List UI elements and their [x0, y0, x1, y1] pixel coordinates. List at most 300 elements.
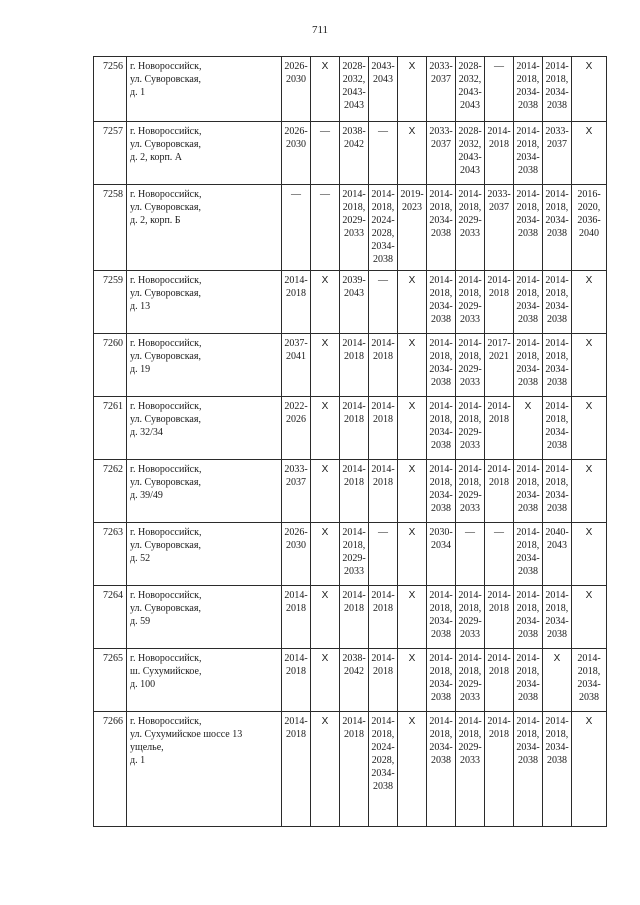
period-line: 2038: [547, 314, 567, 325]
period-cell: [282, 397, 311, 460]
address-line: ул. Суворовская,: [130, 139, 201, 150]
address-line: г. Новороссийск,: [130, 464, 202, 475]
period-cell: [485, 523, 514, 586]
period-cell: [572, 712, 607, 827]
period-cell: [427, 271, 456, 334]
address-cell: [127, 57, 282, 122]
not-required-mark: Х: [408, 464, 416, 475]
period-line: 2018,: [545, 414, 569, 425]
period-line: 2014-: [284, 653, 308, 664]
not-required-mark: Х: [408, 275, 416, 286]
not-required-mark: Х: [321, 401, 329, 412]
not-required-mark: Х: [408, 527, 416, 538]
not-required-mark: Х: [408, 653, 416, 664]
period-cell: [369, 271, 398, 334]
period-cell: [485, 586, 514, 649]
period-line: 2038: [518, 692, 538, 703]
period-line: 2026-: [284, 527, 308, 538]
address-line: ул. Суворовская,: [130, 74, 201, 85]
period-line: 2034-: [429, 742, 453, 753]
period-line: 2023: [402, 202, 422, 213]
period-cell: [485, 122, 514, 185]
period-cell: [282, 649, 311, 712]
not-required-mark: Х: [321, 653, 329, 664]
period-line: 2038: [547, 440, 567, 451]
address-line: ул. Суворовская,: [130, 414, 201, 425]
period-cell: [340, 649, 369, 712]
period-cell: [485, 397, 514, 460]
address-line: ул. Суворовская,: [130, 540, 201, 551]
address-line: д. 1: [130, 87, 146, 98]
period-cell: [572, 523, 607, 586]
period-line: 2018,: [458, 351, 482, 362]
period-line: 2033-: [545, 126, 569, 137]
table-row: [94, 185, 607, 271]
period-cell: [543, 397, 572, 460]
period-line: 2014-: [487, 590, 511, 601]
dash-mark: —: [378, 275, 388, 286]
row-number: 7261: [94, 397, 127, 460]
period-cell: [543, 712, 572, 827]
address-line: г. Новороссийск,: [130, 401, 202, 412]
period-line: 2014-: [516, 653, 540, 664]
address-line: д. 100: [130, 679, 156, 690]
period-cell: [398, 334, 427, 397]
period-line: 2034-: [516, 152, 540, 163]
period-line: 2029-: [458, 616, 482, 627]
period-cell: [485, 57, 514, 122]
period-line: 2033: [460, 503, 480, 514]
period-line: 2014-: [487, 126, 511, 137]
period-line: 2038: [431, 377, 451, 388]
period-line: 2018: [344, 351, 364, 362]
period-line: 2043-: [342, 87, 366, 98]
address-cell: [127, 586, 282, 649]
period-line: 2024-: [371, 215, 395, 226]
period-line: 2040-: [545, 527, 569, 538]
period-cell: [311, 122, 340, 185]
period-line: 2014-: [284, 275, 308, 286]
period-line: 2014-: [516, 716, 540, 727]
period-line: 2033: [460, 629, 480, 640]
period-line: 2018,: [516, 729, 540, 740]
period-cell: [456, 712, 485, 827]
period-line: 2043-: [458, 152, 482, 163]
period-cell: [572, 586, 607, 649]
period-line: 2014-: [516, 61, 540, 72]
address-cell: [127, 712, 282, 827]
period-line: 2038-: [342, 126, 366, 137]
period-line: 2037: [431, 139, 451, 150]
address-line: ущелье,: [130, 742, 164, 753]
period-line: 2033: [344, 228, 364, 239]
period-line: 2038-: [342, 653, 366, 664]
address-line: ул. Суворовская,: [130, 351, 201, 362]
address-cell: [127, 460, 282, 523]
row-number: 7264: [94, 586, 127, 649]
period-line: 2026-: [284, 61, 308, 72]
period-line: 2020,: [577, 202, 601, 213]
period-line: 2030: [286, 74, 306, 85]
address-line: д. 19: [130, 364, 151, 375]
period-line: 2014-: [371, 189, 395, 200]
period-line: 2018: [373, 477, 393, 488]
period-line: 2043-: [458, 87, 482, 98]
period-line: 2037-: [284, 338, 308, 349]
period-line: 2037: [489, 202, 509, 213]
period-line: 2034-: [429, 364, 453, 375]
row-number: 7258: [94, 185, 127, 271]
period-line: 2034-: [577, 679, 601, 690]
period-line: 2038: [431, 503, 451, 514]
period-line: 2033-: [429, 61, 453, 72]
period-line: 2038: [547, 503, 567, 514]
period-line: 2018,: [458, 202, 482, 213]
period-line: 2018,: [516, 139, 540, 150]
period-line: 2036-: [577, 215, 601, 226]
period-cell: [427, 397, 456, 460]
period-line: 2034-: [516, 490, 540, 501]
dash-mark: —: [378, 527, 388, 538]
row-number: 7266: [94, 712, 127, 827]
not-required-mark: Х: [408, 590, 416, 601]
period-line: 2014-: [545, 716, 569, 727]
row-number: 7265: [94, 649, 127, 712]
period-line: 2034-: [429, 427, 453, 438]
period-cell: [369, 122, 398, 185]
period-line: 2030: [286, 139, 306, 150]
period-cell: [340, 122, 369, 185]
period-line: 2038: [518, 165, 538, 176]
period-line: 2014-: [458, 716, 482, 727]
period-line: 2043: [344, 100, 364, 111]
period-cell: [282, 185, 311, 271]
period-cell: [369, 649, 398, 712]
period-line: 2014-: [284, 590, 308, 601]
period-line: 2018,: [458, 603, 482, 614]
not-required-mark: Х: [408, 716, 416, 727]
not-required-mark: Х: [321, 716, 329, 727]
period-line: 2014-: [545, 189, 569, 200]
period-line: 2038: [373, 781, 393, 792]
period-line: 2014-: [545, 338, 569, 349]
period-cell: [514, 397, 543, 460]
period-line: 2014-: [429, 338, 453, 349]
table-row: [94, 57, 607, 122]
address-line: д. 59: [130, 616, 151, 627]
period-cell: [282, 523, 311, 586]
period-line: 2038: [373, 254, 393, 265]
period-cell: [572, 271, 607, 334]
period-line: 2018: [373, 414, 393, 425]
period-cell: [311, 57, 340, 122]
period-line: 2029-: [458, 364, 482, 375]
period-line: 2029-: [458, 215, 482, 226]
period-cell: [369, 586, 398, 649]
period-cell: [369, 185, 398, 271]
period-cell: [340, 586, 369, 649]
period-cell: [340, 185, 369, 271]
period-line: 2038: [518, 503, 538, 514]
period-line: 2038: [547, 755, 567, 766]
period-line: 2018,: [516, 477, 540, 488]
period-line: 2033: [344, 566, 364, 577]
period-cell: [398, 523, 427, 586]
not-required-mark: Х: [408, 338, 416, 349]
period-line: 2018,: [545, 477, 569, 488]
period-line: 2014-: [545, 590, 569, 601]
period-cell: [369, 57, 398, 122]
period-cell: [514, 57, 543, 122]
period-line: 2034-: [545, 301, 569, 312]
address-line: д. 13: [130, 301, 151, 312]
period-cell: [485, 649, 514, 712]
address-line: д. 52: [130, 553, 151, 564]
period-cell: [398, 586, 427, 649]
period-line: 2038: [431, 629, 451, 640]
period-line: 2014-: [545, 275, 569, 286]
period-line: 2018: [286, 729, 306, 740]
address-line: д. 32/34: [130, 427, 163, 438]
period-cell: [282, 122, 311, 185]
period-line: 2014-: [577, 653, 601, 664]
period-line: 2034: [431, 540, 451, 551]
table-row: [94, 649, 607, 712]
not-required-mark: Х: [321, 338, 329, 349]
period-line: 2042: [344, 139, 364, 150]
period-cell: [369, 334, 398, 397]
not-required-mark: Х: [321, 61, 329, 72]
period-line: 2014-: [429, 464, 453, 475]
period-cell: [543, 523, 572, 586]
period-line: 2014-: [342, 464, 366, 475]
period-cell: [572, 122, 607, 185]
row-number: 7263: [94, 523, 127, 586]
period-cell: [311, 586, 340, 649]
period-line: 2038: [518, 314, 538, 325]
period-cell: [398, 460, 427, 523]
period-line: 2014-: [487, 716, 511, 727]
not-required-mark: Х: [585, 275, 593, 286]
period-line: 2014-: [458, 338, 482, 349]
period-line: 2018,: [429, 202, 453, 213]
period-cell: [311, 523, 340, 586]
not-required-mark: Х: [524, 401, 532, 412]
period-cell: [369, 397, 398, 460]
period-line: 2029-: [458, 301, 482, 312]
period-cell: [311, 460, 340, 523]
period-line: 2024-: [371, 742, 395, 753]
period-line: 2018,: [516, 202, 540, 213]
period-line: 2014-: [487, 464, 511, 475]
period-line: 2018,: [516, 288, 540, 299]
not-required-mark: Х: [585, 464, 593, 475]
period-line: 2018: [373, 603, 393, 614]
table-row: [94, 586, 607, 649]
period-line: 2029-: [342, 553, 366, 564]
table-row: [94, 271, 607, 334]
period-cell: [427, 57, 456, 122]
period-cell: [427, 586, 456, 649]
period-line: 2014-: [342, 189, 366, 200]
period-line: 2014-: [487, 653, 511, 664]
period-line: 2038: [547, 100, 567, 111]
period-line: 2018,: [545, 74, 569, 85]
period-line: 2014-: [371, 338, 395, 349]
period-line: 2030: [286, 540, 306, 551]
page-number: 711: [311, 24, 329, 36]
period-cell: [543, 586, 572, 649]
period-line: 2018,: [429, 351, 453, 362]
period-cell: [398, 397, 427, 460]
period-line: 2034-: [429, 215, 453, 226]
period-cell: [340, 271, 369, 334]
period-line: 2034-: [516, 301, 540, 312]
period-cell: [282, 586, 311, 649]
period-line: 2018: [286, 603, 306, 614]
period-line: 2034-: [516, 553, 540, 564]
period-line: 2034-: [429, 616, 453, 627]
period-line: 2018,: [577, 666, 601, 677]
period-line: 2034-: [516, 364, 540, 375]
period-cell: [282, 57, 311, 122]
period-line: 2034-: [545, 742, 569, 753]
period-line: 2018,: [371, 202, 395, 213]
dash-mark: —: [378, 126, 388, 137]
period-line: 2014-: [429, 401, 453, 412]
period-line: 2018: [489, 288, 509, 299]
period-cell: [543, 271, 572, 334]
period-line: 2014-: [371, 464, 395, 475]
period-line: 2014-: [458, 464, 482, 475]
period-cell: [543, 122, 572, 185]
period-line: 2014-: [458, 275, 482, 286]
period-line: 2022-: [284, 401, 308, 412]
period-line: 2018,: [458, 729, 482, 740]
period-line: 2038: [431, 755, 451, 766]
period-line: 2018: [286, 666, 306, 677]
period-line: 2033: [460, 228, 480, 239]
period-cell: [514, 185, 543, 271]
period-line: 2034-: [371, 768, 395, 779]
period-line: 2043: [344, 288, 364, 299]
period-line: 2033: [460, 377, 480, 388]
period-line: 2038: [518, 228, 538, 239]
dash-mark: —: [291, 189, 301, 200]
table-row: [94, 334, 607, 397]
period-line: 2014-: [458, 590, 482, 601]
period-cell: [369, 523, 398, 586]
period-cell: [456, 586, 485, 649]
period-line: 2018,: [545, 202, 569, 213]
period-line: 2038: [518, 377, 538, 388]
period-line: 2014-: [371, 590, 395, 601]
period-cell: [456, 271, 485, 334]
address-cell: [127, 397, 282, 460]
period-line: 2032,: [458, 139, 482, 150]
not-required-mark: Х: [585, 590, 593, 601]
period-line: 2034-: [371, 241, 395, 252]
period-line: 2014-: [516, 275, 540, 286]
period-cell: [340, 397, 369, 460]
period-cell: [485, 334, 514, 397]
period-line: 2018,: [429, 729, 453, 740]
period-line: 2028-: [458, 126, 482, 137]
period-cell: [514, 334, 543, 397]
address-line: ш. Сухумийское,: [130, 666, 202, 677]
period-line: 2034-: [429, 679, 453, 690]
row-number: 7259: [94, 271, 127, 334]
period-cell: [485, 271, 514, 334]
period-line: 2038: [431, 692, 451, 703]
period-line: 2043-: [371, 61, 395, 72]
period-line: 2040: [579, 228, 599, 239]
period-cell: [543, 649, 572, 712]
address-line: ул. Суворовская,: [130, 202, 201, 213]
row-number: 7256: [94, 57, 127, 122]
period-line: 2014-: [429, 590, 453, 601]
period-cell: [340, 334, 369, 397]
address-line: г. Новороссийск,: [130, 653, 202, 664]
period-line: 2032,: [458, 74, 482, 85]
period-line: 2014-: [516, 464, 540, 475]
period-line: 2018: [489, 139, 509, 150]
period-line: 2043: [460, 100, 480, 111]
address-line: г. Новороссийск,: [130, 189, 202, 200]
period-line: 2033: [460, 440, 480, 451]
period-line: 2016-: [577, 189, 601, 200]
address-cell: [127, 649, 282, 712]
period-line: 2043: [373, 74, 393, 85]
not-required-mark: Х: [321, 590, 329, 601]
repair-schedule-table: [93, 56, 607, 827]
period-line: 2014-: [429, 275, 453, 286]
period-line: 2018: [489, 666, 509, 677]
period-line: 2029-: [458, 679, 482, 690]
period-cell: [340, 523, 369, 586]
address-line: д. 1: [130, 755, 146, 766]
period-line: 2018,: [429, 477, 453, 488]
period-line: 2038: [431, 314, 451, 325]
not-required-mark: Х: [585, 527, 593, 538]
period-cell: [485, 712, 514, 827]
period-line: 2018,: [429, 666, 453, 677]
period-line: 2014-: [284, 716, 308, 727]
period-line: 2018,: [516, 603, 540, 614]
address-cell: [127, 334, 282, 397]
period-line: 2033-: [487, 189, 511, 200]
period-line: 2028-: [458, 61, 482, 72]
period-cell: [543, 334, 572, 397]
period-cell: [456, 122, 485, 185]
table-body: [94, 57, 607, 827]
period-line: 2034-: [516, 616, 540, 627]
period-cell: [427, 712, 456, 827]
period-cell: [282, 271, 311, 334]
not-required-mark: Х: [321, 527, 329, 538]
period-line: 2018,: [516, 540, 540, 551]
period-line: 2038: [518, 566, 538, 577]
period-line: 2032,: [342, 74, 366, 85]
period-cell: [543, 185, 572, 271]
dash-mark: —: [494, 61, 504, 72]
period-cell: [398, 712, 427, 827]
period-line: 2018: [489, 603, 509, 614]
period-line: 2034-: [545, 490, 569, 501]
period-line: 2043: [460, 165, 480, 176]
period-line: 2018,: [458, 414, 482, 425]
period-line: 2018: [286, 288, 306, 299]
